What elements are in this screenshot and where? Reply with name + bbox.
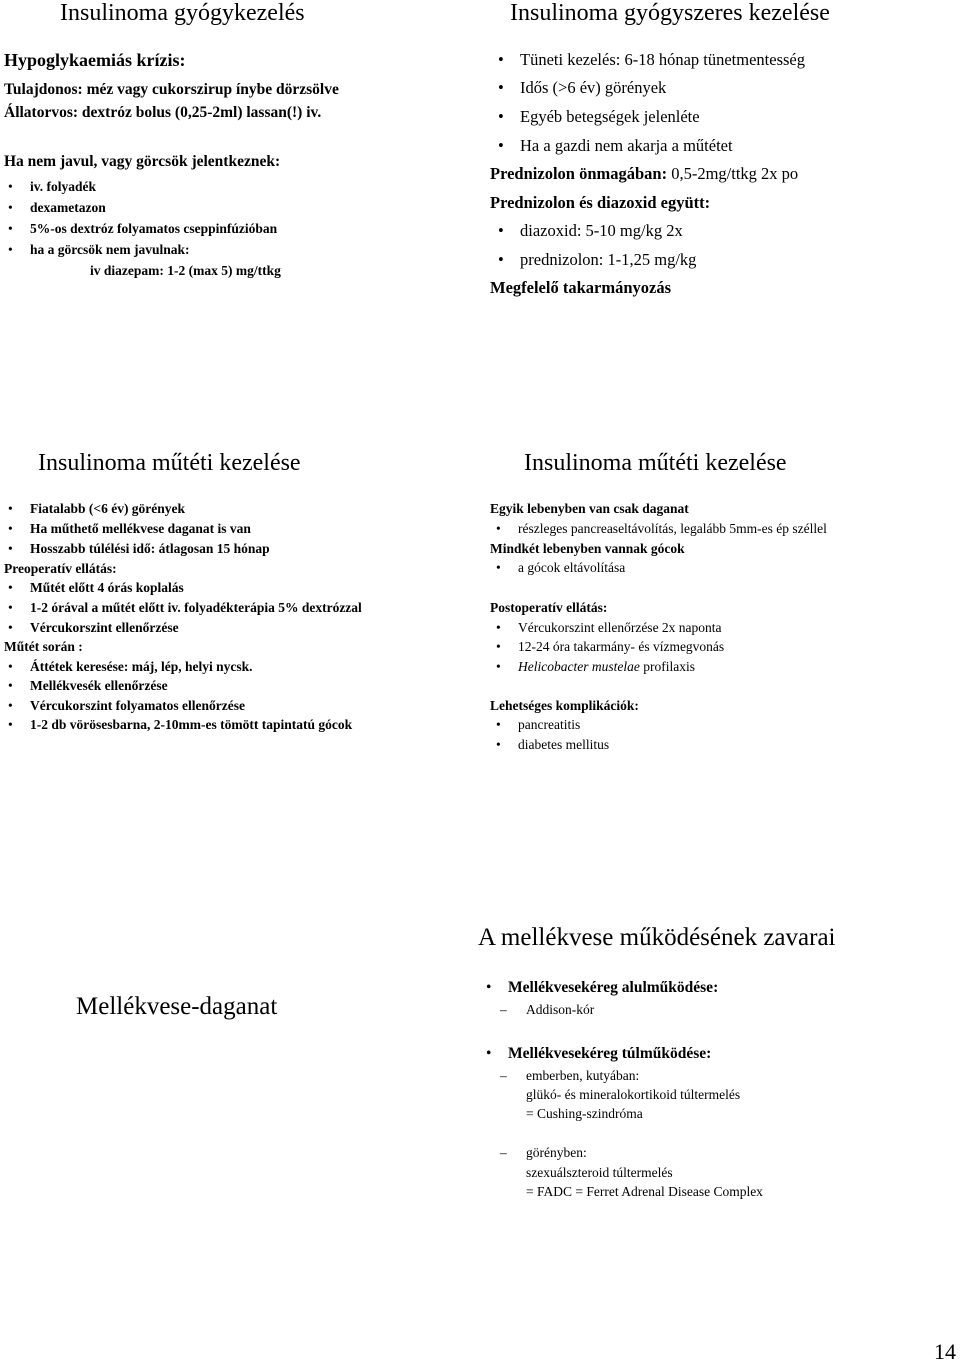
list-item: • ha a görcsök nem javulnak:	[30, 242, 190, 258]
proper-feeding: Megfelelő takarmányozás	[490, 278, 671, 297]
addison-item: – Addison-kór	[526, 1002, 594, 1018]
list-item: • 1-2 db vörösesbarna, 2-10mm-es tömött tapintatú gócok	[30, 717, 352, 733]
fadc-line: = FADC = Ferret Adrenal Disease Complex	[526, 1184, 763, 1199]
ferret-detail: szexuálszteroid túltermelés	[526, 1165, 673, 1180]
prednisolone-alone-value: 0,5-2mg/ttkg 2x po	[667, 164, 799, 183]
list-item: • dexametazon	[30, 200, 106, 216]
slide-title: Insulinoma gyógykezelés	[60, 0, 305, 26]
list-item: • Vércukorszint ellenőrzése 2x naponta	[518, 620, 722, 636]
hyperfunction-heading: • Mellékvesekéreg túlműködése:	[508, 1045, 711, 1063]
list-item: • 5%-os dextróz folyamatos cseppinfúzióban	[30, 221, 277, 237]
list-item: • prednizolon: 1-1,25 mg/kg	[520, 250, 696, 270]
list-item	[518, 659, 695, 675]
helicobacter-name: Helicobacter mustelae	[518, 659, 640, 674]
list-item: • diabetes mellitus	[518, 737, 609, 753]
hypoglycemic-crisis-heading: Hypoglykaemiás krízis:	[4, 50, 186, 70]
list-item: • Idős (>6 év) görények	[520, 78, 666, 98]
human-dog-item: – emberben, kutyában:	[526, 1068, 639, 1084]
list-item: • Tüneti kezelés: 6-18 hónap tünetmentesség	[520, 50, 805, 70]
slide-insulinoma-surgery-1	[0, 440, 480, 760]
list-item: • Ha a gazdi nem akarja a műtétet	[520, 136, 733, 156]
list-item: • 1-2 órával a műtét előtt iv. folyadékterápia 5% dextrózzal	[30, 600, 362, 616]
prednisolone-alone	[490, 164, 798, 184]
no-improvement-line: Ha nem javul, vagy görcsök jelentkeznek:	[4, 153, 281, 170]
prednisolone-alone-label: Prednizolon önmagában:	[490, 164, 668, 183]
human-dog-detail: glükó- és mineralokortikoid túltermelés	[526, 1087, 741, 1102]
ferret-item: – görényben:	[526, 1145, 587, 1161]
list-item: • Hosszabb túlélési idő: átlagosan 15 hónap	[30, 541, 270, 557]
list-item: • a gócok eltávolítása	[518, 560, 625, 576]
slide-title: Insulinoma műtéti kezelése	[524, 450, 787, 476]
list-item: • Mellékvesék ellenőrzése	[30, 678, 168, 694]
list-item: • Fiatalabb (<6 év) görények	[30, 501, 185, 517]
list-item: • Egyéb betegségek jelenléte	[520, 107, 700, 127]
list-item: • pancreatitis	[518, 717, 580, 733]
list-item: • diazoxid: 5-10 mg/kg 2x	[520, 221, 683, 241]
slide-insulinoma-treatment	[0, 0, 480, 330]
slide-insulinoma-surgery-2	[480, 440, 960, 770]
list-item: • Ha műthető mellékvese daganat is van	[30, 521, 251, 537]
list-item: • Áttétek keresése: máj, lép, helyi nycsk.	[30, 659, 252, 675]
one-lobe-heading: Egyik lebenyben van csak daganat	[490, 501, 689, 516]
slide-adrenal-tumor	[0, 900, 480, 1230]
prophylaxis-text: profilaxis	[639, 659, 695, 674]
list-item: • 12-24 óra takarmány- és vízmegvonás	[518, 639, 724, 655]
slide-insulinoma-medication	[480, 0, 960, 330]
owner-instruction: Tulajdonos: méz vagy cukorszirup ínybe dörzsölve	[4, 81, 339, 98]
complications-heading: Lehetséges komplikációk:	[490, 698, 639, 713]
slide-adrenal-disorders	[480, 900, 960, 1230]
both-lobes-heading: Mindkét lebenyben vannak gócok	[490, 541, 685, 556]
postop-heading: Postoperatív ellátás:	[490, 600, 608, 615]
vet-instruction: Állatorvos: dextróz bolus (0,25-2ml) lassan(!) iv.	[4, 104, 322, 121]
list-item: • Vércukorszint ellenőrzése	[30, 620, 179, 636]
list-item: • részleges pancreaseltávolítás, legalább 5mm-es ép széllel	[518, 521, 827, 537]
page-number: 14	[934, 1339, 956, 1364]
preop-heading: Preoperatív ellátás:	[4, 561, 117, 576]
slide-title: Mellékvese-daganat	[76, 993, 278, 1020]
list-item: • Műtét előtt 4 órás koplalás	[30, 580, 184, 596]
during-surgery-heading: Műtét során :	[4, 639, 83, 654]
list-item: • iv. folyadék	[30, 179, 96, 195]
slide-title: Insulinoma műtéti kezelése	[38, 450, 301, 476]
combination-label: Prednizolon és diazoxid együtt:	[490, 193, 711, 212]
hypofunction-heading: • Mellékvesekéreg alulműködése:	[508, 979, 718, 997]
cushing-line: = Cushing-szindróma	[526, 1106, 643, 1121]
slide-title: A mellékvese működésének zavarai	[478, 924, 836, 951]
diazepam-dose: iv diazepam: 1-2 (max 5) mg/ttkg	[90, 263, 281, 278]
list-item: • Vércukorszint folyamatos ellenőrzése	[30, 698, 245, 714]
slide-title: Insulinoma gyógyszeres kezelése	[510, 0, 830, 26]
